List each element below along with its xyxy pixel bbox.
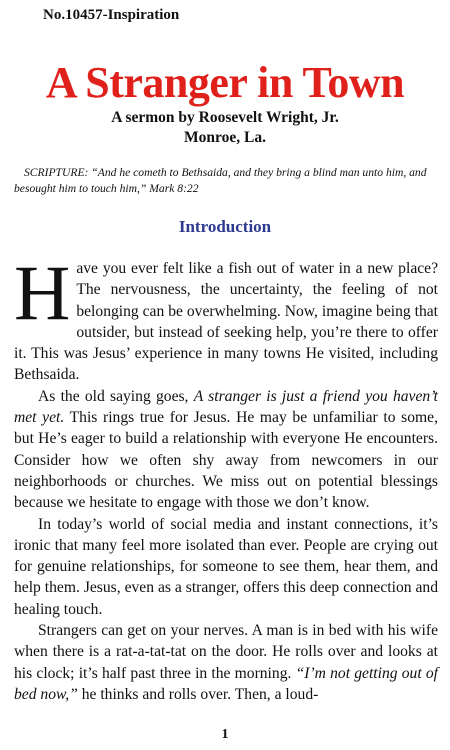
paragraph-text: In today’s world of social media and instant connections, it’s ironic that many feel more isolated than ever. People are crying out for genuine relationships, for someone to see them, hear them, and help them. Jesus, even as a stranger, offers this deep connection and healing touch.	[14, 515, 438, 618]
byline	[0, 108, 450, 148]
author-line: A sermon by Roosevelt Wright, Jr.	[111, 109, 339, 126]
paragraph-text: he thinks and rolls over. Then, a loud-	[77, 685, 319, 703]
paragraph-3	[14, 514, 438, 620]
page-number: 1	[221, 727, 229, 742]
paragraph-1	[14, 249, 438, 386]
saying-quote: A stranger is just a friend you haven’t met yet.	[14, 387, 438, 427]
paragraph-lead: Strangers can get on your nerves. A man is in bed with his wife when there is a rat-a-tat-tat on the door. He rolls over and looks at his clock; it’s half past three in the morning.	[14, 622, 438, 682]
sermon-body	[14, 249, 438, 705]
sermon-title: A Stranger in Town	[45, 58, 405, 107]
inner-quote: “I’m not getting out of bed now,”	[14, 664, 438, 703]
paragraph-text: ave you ever felt like a fish out of water in a new place? The nervousness, the uncertainty, the feeling of not belonging can be overwhelming. Now, imagine being that outsider, but instead of seeking help, you’re there to offer it. This was Jesus’ experience in many towns He visited, including Bethsaida.	[14, 260, 438, 384]
location-line: Monroe, La.	[184, 129, 266, 146]
section-heading: Introduction	[178, 217, 272, 236]
paragraph-lead: As the old saying goes,	[38, 387, 194, 405]
document-id: No.10457-Inspiration	[43, 7, 180, 23]
paragraph-text: This rings true for Jesus. He may be unfamiliar to some, but He’s eager to build a relationship with everyone He encounters. Consider how we often shy away from newcomers in our neighborhoods or churches. We miss out on potential blessings because we hesitate to engage with those we don’t know.	[14, 409, 438, 512]
scripture-reference: SCRIPTURE: “And he cometh to Bethsaida, and they bring a blind man unto him, and besought him to touch him,” Mark 8:22	[14, 166, 427, 195]
drop-cap: H	[14, 249, 71, 336]
paragraph-2	[14, 386, 438, 514]
paragraph-4	[14, 620, 438, 705]
